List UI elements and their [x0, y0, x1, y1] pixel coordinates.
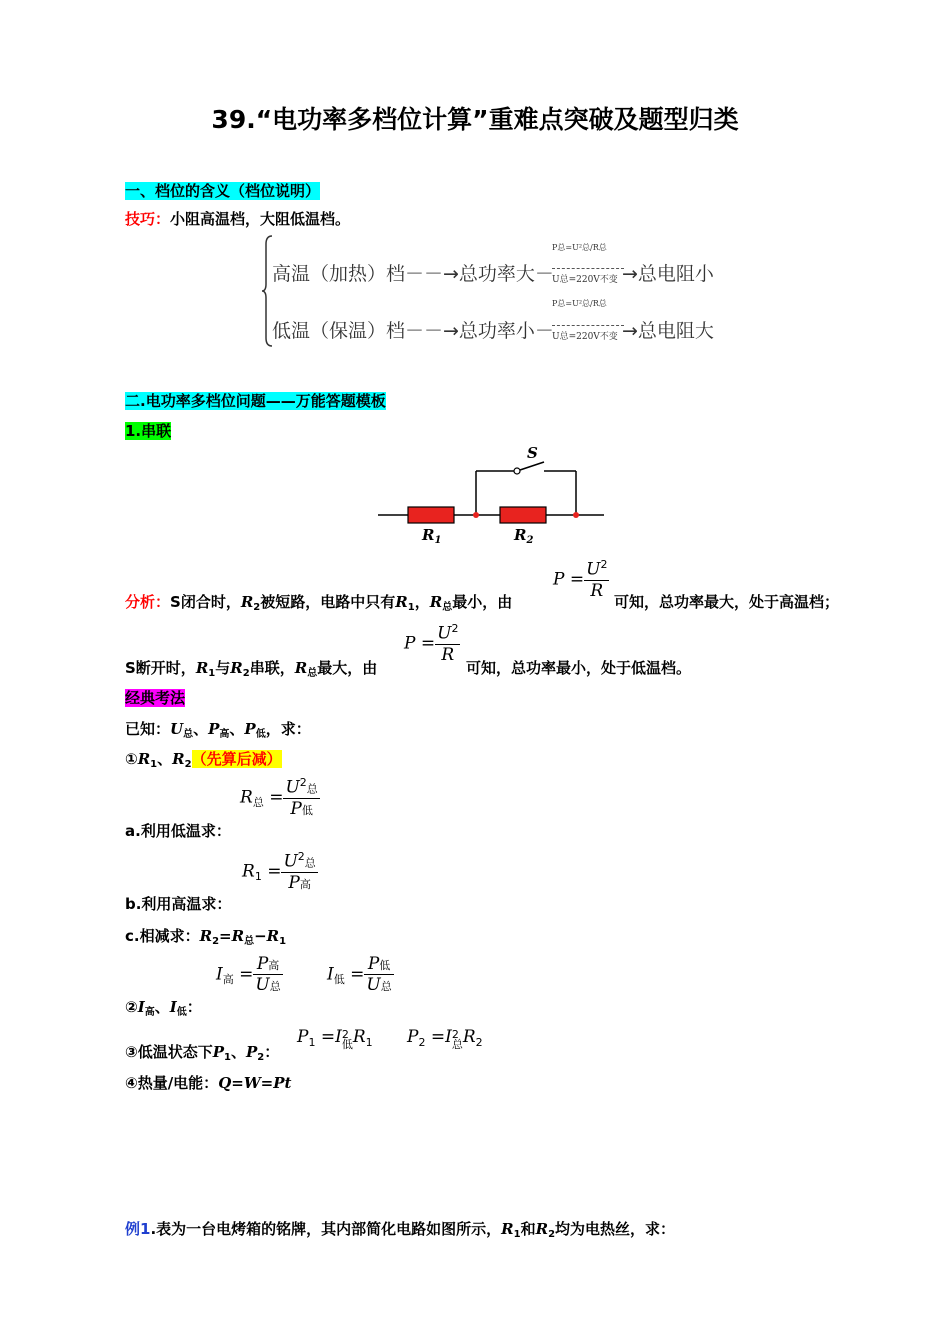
example1-line: 例1.表为一台电烤箱的铭牌，其内部简化电路如图所示，$R_1$和$R_2$均为电热丝，求：	[125, 1220, 676, 1240]
analysis-line2-end: 可知，总功率最小，处于低温档。	[466, 659, 692, 677]
step1-line: $①R_1$、$R_2$（先算后减）	[125, 750, 282, 770]
section2-heading: 二.电功率多档位问题——万能答题模板	[125, 392, 386, 410]
known-line: 已知：$U_总$、$P_高$、$P_低$，求：	[125, 720, 311, 740]
step1a-label: a.利用低温求：	[125, 822, 231, 840]
formula-p-u2-r-1: P = $\frac{U^2}{R}$	[553, 558, 608, 601]
formula-r1: $R_1$ = $\frac{U^2总}{\text{P高}}$	[242, 850, 316, 893]
step3-line: ③低温状态下$P_1$、$P_2$：	[125, 1043, 280, 1063]
row-low-arrow-line	[552, 325, 624, 326]
formula-p2: $P_2 =I$ 2 总 $R_2$	[407, 1027, 483, 1051]
classic-heading: 经典考法	[125, 689, 186, 707]
section1-heading: 一、档位的含义（档位说明）	[125, 182, 321, 200]
row-low-formula-bottom: U总=220V不变	[552, 332, 618, 342]
formula-i-low: $I_低$ = $\frac{\text{P低}}{\text{U总}}$	[327, 954, 392, 995]
formula-i-high: $I_高$ = $\frac{\text{P高}}{\text{U总}}$	[216, 954, 281, 995]
step4-line: ④热量/电能：Q=W=Pt	[125, 1074, 292, 1092]
tip-line: 技巧：小阻高温档，大阻低温档。	[125, 210, 351, 228]
formula-p1: $P_1 =I$ 2 低 $R_1$	[297, 1027, 373, 1051]
analysis-line1: 分析：S闭合时，$R_2$被短路，电路中只有$R_1$，$R_总$最小，由	[125, 593, 513, 613]
row-low-right: →总电阻大	[622, 320, 714, 342]
circuit-diagram	[378, 440, 604, 550]
formula-p-u2-r-2: P = $\frac{U^2}{R}$	[404, 622, 459, 665]
row-high-right: →总电阻小	[622, 263, 714, 285]
row-high-arrow-line	[552, 268, 624, 269]
analysis-line2: S断开时，$R_1$与$R_2$串联，$R_总$最大，由	[125, 659, 378, 679]
r1-label: $R_1$	[422, 526, 442, 546]
row-low: 低温（保温）档－－→总功率小－	[272, 320, 554, 342]
analysis-line1-end: 可知，总功率最大，处于高温档；	[614, 593, 840, 611]
page-title: 39.“电功率多档位计算”重难点突破及题型归类	[211, 105, 739, 134]
row-high-formula-bottom: U总=220V不变	[552, 275, 618, 285]
step2-line: $②I_高$、$I_低$：	[125, 998, 202, 1018]
sub-heading-series: 1.串联	[125, 422, 172, 440]
row-low-formula-top: P总=U²总/R总	[552, 299, 607, 308]
row-high-formula-top: P总=U²总/R总	[552, 243, 607, 252]
step1b-label: b.利用高温求：	[125, 895, 232, 913]
switch-label: S	[527, 444, 538, 462]
step1c-line: c.相减求：$R_2=R_总-R_1$	[125, 927, 287, 947]
row-high: 高温（加热）档－－→总功率大－	[272, 263, 554, 285]
r2-label: $R_2$	[514, 526, 534, 546]
formula-r-total: $R_总$ = $\frac{U^2总}{\text{P低}}$	[240, 776, 318, 819]
